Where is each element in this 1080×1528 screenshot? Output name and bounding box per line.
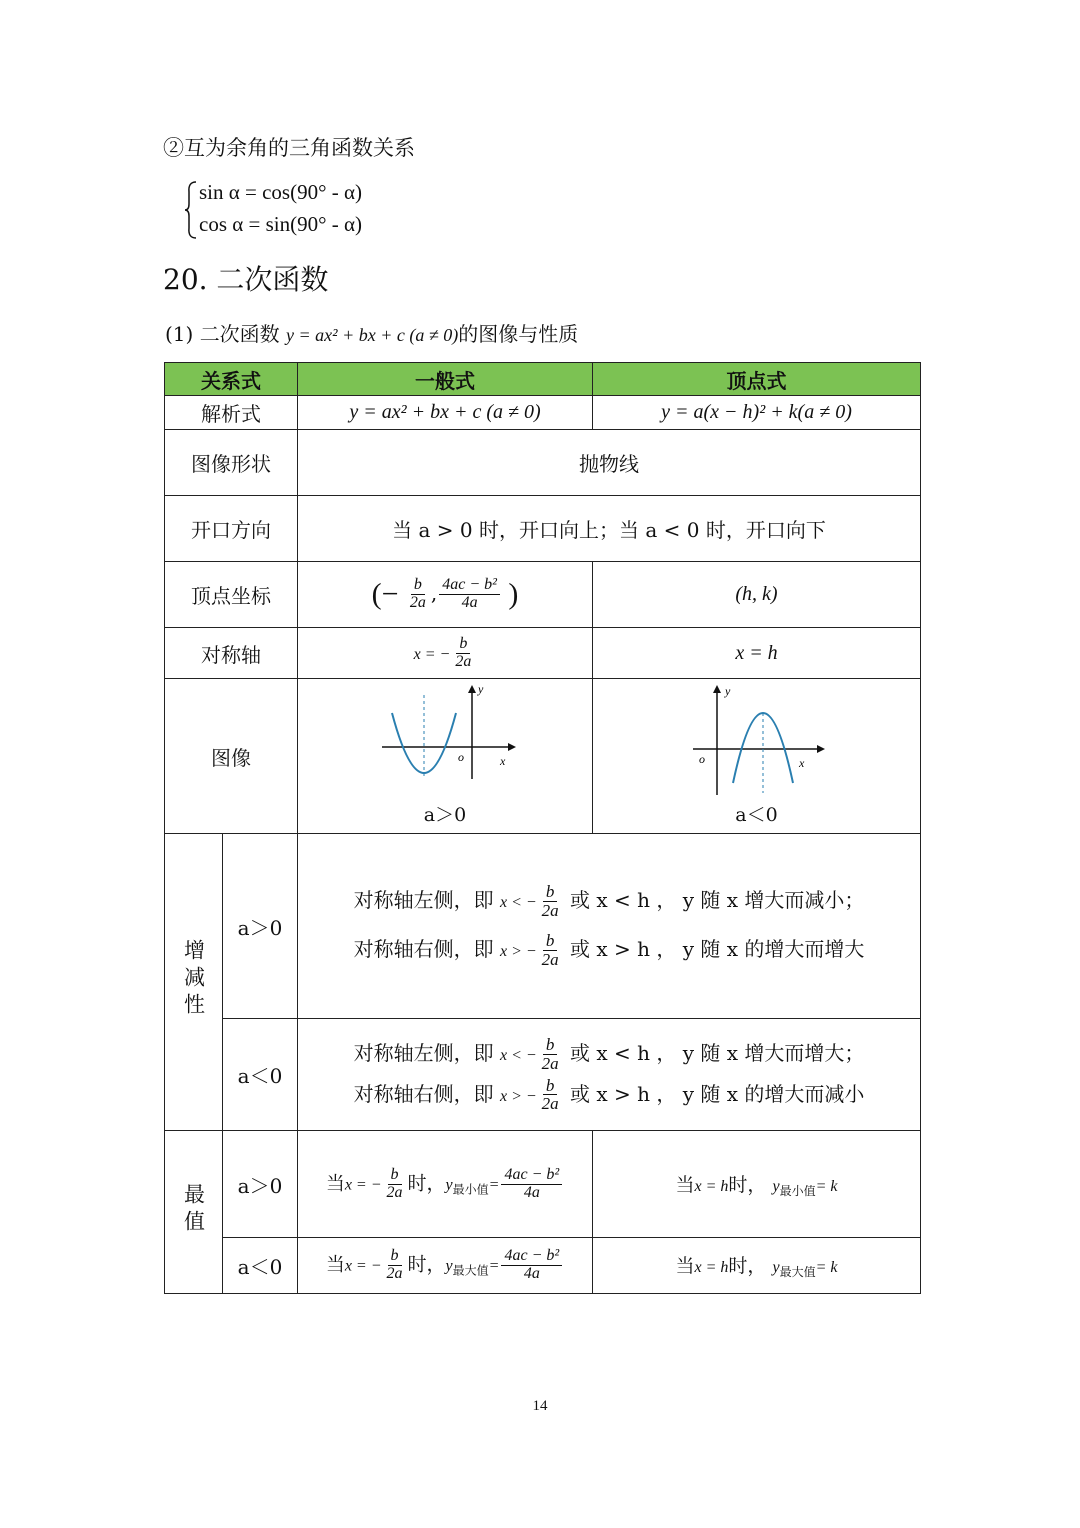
frac-num: b xyxy=(456,636,470,654)
axis-general xyxy=(298,628,593,679)
paren-right: ) xyxy=(508,577,519,611)
line-math: x < − xyxy=(499,1046,537,1064)
math: = k xyxy=(815,1177,838,1195)
axis-label-x: x xyxy=(500,754,506,768)
line-math: x > − xyxy=(499,1087,537,1105)
frac-num: 4ac − b² xyxy=(501,1167,562,1185)
graph-right-caption: a＜0 xyxy=(735,804,778,826)
frac-den: 2a xyxy=(455,652,472,670)
math: x = h xyxy=(694,1259,729,1276)
graph-left-caption: a＞0 xyxy=(423,804,467,826)
section-heading: ②互为余角的三角函数关系 xyxy=(163,136,415,160)
vertex-coord-general: (− $\frac{b}{2a}$ , $\frac{\text{4ac − b²}}{4a}$ ) xyxy=(298,562,593,628)
extremum-label-text: 最值 xyxy=(181,1182,206,1237)
frac-den: 2a xyxy=(541,949,559,969)
frac-den: 4a xyxy=(461,594,478,611)
math-eq: = xyxy=(488,1257,500,1275)
analytic-general: y = ax² + bx + c (a ≠ 0) xyxy=(298,396,593,430)
frac-den: 4a xyxy=(523,1183,540,1201)
text: 时， xyxy=(728,1255,767,1277)
subsection-prefix: (1) 二次函数 xyxy=(165,322,280,346)
row-shape xyxy=(165,430,921,496)
extremum-pos-label: a＞0 xyxy=(223,1131,298,1238)
parabola-up-graph xyxy=(378,683,518,783)
shape-value: 抛物线 xyxy=(298,430,921,496)
subsection-formula: y = ax² + bx + c (a ≠ 0) xyxy=(286,325,459,345)
chapter-title: 20. 二次函数 xyxy=(163,263,329,296)
axis-frac xyxy=(452,636,474,671)
graph-general-cell xyxy=(298,679,593,834)
frac-num: b xyxy=(543,1077,558,1096)
line-text: 对称轴右侧，即 xyxy=(353,936,494,961)
line-frac xyxy=(539,1036,562,1073)
math: x = − xyxy=(344,1257,382,1275)
text: 当 xyxy=(675,1255,695,1277)
text: 当 xyxy=(325,1172,345,1194)
row-axis xyxy=(165,628,921,679)
label-extremum xyxy=(165,1131,223,1294)
row-vertex-coord xyxy=(165,562,921,628)
monotonic-pos-line-2 xyxy=(298,932,920,969)
axis-label-x: x xyxy=(799,756,805,770)
axis-label-y: y xyxy=(725,684,731,698)
origin-label: o xyxy=(699,752,705,766)
subscript: 最小值 xyxy=(779,1183,816,1198)
subscript: 最大值 xyxy=(452,1263,489,1278)
header-relation: 关系式 xyxy=(165,363,298,396)
label-axis: 对称轴 xyxy=(165,628,298,679)
line-text: 或 x < h ， y 随 x 增大而减小； xyxy=(570,888,865,913)
page-number: 14 xyxy=(532,1398,548,1414)
label-monotonic xyxy=(165,834,223,1131)
frac-den: 2a xyxy=(541,1094,559,1114)
monotonic-pos-line-1 xyxy=(298,883,920,920)
line-text: 对称轴右侧，即 xyxy=(353,1081,494,1106)
frac-num: b xyxy=(388,1167,402,1185)
frac-num: 4ac − b² xyxy=(501,1248,562,1266)
math-y: y xyxy=(445,1176,453,1193)
math-eq: = xyxy=(488,1176,500,1193)
axis-vertex: x = h xyxy=(593,628,921,679)
monotonic-neg-content xyxy=(298,1019,921,1131)
monotonic-neg-label: a＜0 xyxy=(223,1019,298,1131)
line-frac xyxy=(539,1077,562,1114)
line-math: x > − xyxy=(499,942,537,960)
frac-vertex-y xyxy=(439,577,500,612)
label-analytic: 解析式 xyxy=(165,396,298,430)
frac-num: b xyxy=(543,932,558,951)
extremum-neg-general xyxy=(298,1238,593,1294)
frac-value xyxy=(501,1248,562,1283)
line-text: 对称轴左侧，即 xyxy=(353,1040,494,1065)
frac-den: 2a xyxy=(386,1265,403,1282)
subsection-suffix: 的图像与性质 xyxy=(458,322,579,346)
line-text: 或 x > h ， y 随 x 的增大而减小 xyxy=(570,1081,865,1106)
extremum-neg-label: a＜0 xyxy=(223,1238,298,1294)
header-vertex: 顶点式 xyxy=(593,363,921,396)
text: 时， xyxy=(407,1172,446,1194)
row-monotonic-pos xyxy=(165,834,921,1019)
header-general: 一般式 xyxy=(298,363,593,396)
row-analytic xyxy=(165,396,921,430)
frac-num: b xyxy=(388,1248,402,1266)
frac-den: 2a xyxy=(386,1183,403,1201)
brace xyxy=(184,180,198,240)
math-y: y xyxy=(772,1177,780,1195)
frac-num: 4ac − b² xyxy=(439,577,500,595)
frac-value xyxy=(501,1167,562,1202)
frac-den: 2a xyxy=(541,901,559,921)
frac-num: b xyxy=(543,1036,558,1055)
subscript: 最小值 xyxy=(452,1182,489,1196)
math-y: y xyxy=(772,1259,780,1276)
trig-line-2: cos α = sin(90° - α) xyxy=(199,212,362,236)
frac-den: 2a xyxy=(541,1053,559,1073)
trig-line-1: sin α = cos(90° - α) xyxy=(199,180,362,204)
text: 时， xyxy=(407,1253,446,1276)
opening-value: 当 a > 0 时，开口向上；当 a < 0 时，开口向下 xyxy=(298,496,921,562)
frac-den: 2a xyxy=(409,594,426,611)
math: = k xyxy=(815,1259,838,1276)
monotonic-pos-content xyxy=(298,834,921,1019)
math: x = − xyxy=(344,1176,382,1193)
axis-label-y: y xyxy=(478,683,484,696)
extremum-neg-vertex xyxy=(593,1238,921,1294)
math: x = h xyxy=(694,1177,729,1195)
paren-left: (− xyxy=(371,577,399,611)
analytic-vertex: y = a(x − h)² + k(a ≠ 0) xyxy=(593,396,921,430)
label-opening: 开口方向 xyxy=(165,496,298,562)
frac-den: 4a xyxy=(523,1265,540,1282)
label-vertex-coord: 顶点坐标 xyxy=(165,562,298,628)
extremum-pos-general xyxy=(298,1131,593,1238)
frac xyxy=(384,1248,406,1283)
table-header-row xyxy=(165,363,921,396)
line-text: 或 x > h ， y 随 x 的增大而增大 xyxy=(570,936,865,961)
row-opening xyxy=(165,496,921,562)
quadratic-properties-table xyxy=(164,362,921,1294)
text: 当 xyxy=(675,1173,695,1196)
line-text: 或 x < h ， y 随 x 增大而增大； xyxy=(570,1040,865,1065)
text: 时， xyxy=(728,1173,767,1196)
row-graph xyxy=(165,679,921,834)
label-graph: 图像 xyxy=(165,679,298,834)
math-y: y xyxy=(445,1257,453,1275)
line-math: x < − xyxy=(499,894,537,912)
extremum-pos-vertex xyxy=(593,1131,921,1238)
frac-num: b xyxy=(411,577,425,595)
axis-prefix: x = − xyxy=(413,645,451,663)
subsection-title xyxy=(165,318,578,347)
parabola-down-graph xyxy=(689,683,829,803)
line-frac xyxy=(539,932,562,969)
text: 当 xyxy=(325,1253,345,1276)
vertex-coord-vertex: (h, k) xyxy=(593,562,921,628)
row-monotonic-neg xyxy=(165,1019,921,1131)
frac xyxy=(384,1167,406,1202)
monotonic-neg-line-1 xyxy=(298,1036,920,1073)
line-frac xyxy=(539,883,562,920)
line-text: 对称轴左侧，即 xyxy=(353,888,494,913)
origin-label: o xyxy=(458,750,464,764)
row-extremum-neg xyxy=(165,1238,921,1294)
monotonic-neg-line-2 xyxy=(298,1077,920,1114)
monotonic-label-text: 增减性 xyxy=(181,939,206,1020)
subscript: 最大值 xyxy=(779,1265,816,1279)
frac-vertex-x xyxy=(407,577,429,612)
row-extremum-pos xyxy=(165,1131,921,1238)
frac-num: b xyxy=(543,883,558,902)
graph-vertex-cell xyxy=(593,679,921,834)
label-shape: 图像形状 xyxy=(165,430,298,496)
monotonic-pos-label: a＞0 xyxy=(223,834,298,1019)
